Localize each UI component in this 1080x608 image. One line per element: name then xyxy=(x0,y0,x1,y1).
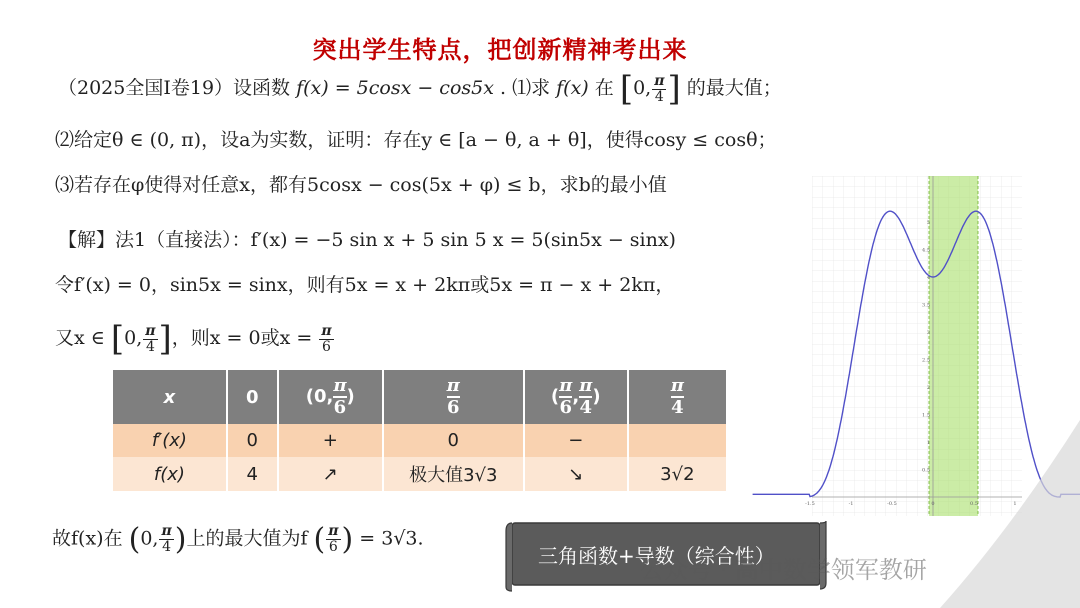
table-cell xyxy=(628,424,727,457)
topic-banner-label: 三角函数+导数（综合性） xyxy=(538,544,775,568)
x-tick-label: -1.5 xyxy=(805,501,815,507)
y-tick-label: 1.5 xyxy=(922,412,930,419)
header-cell-pi4: $\frac{\pi}{4}$ xyxy=(628,370,727,424)
function-definition: f(x) = 5cosx − cos5x xyxy=(296,77,494,99)
x-tick-label: 0.5 xyxy=(970,501,978,507)
monotonicity-table xyxy=(113,370,728,491)
pi-over-6-fraction: $\frac{\pi}{6}$ xyxy=(321,322,332,355)
solution-critical-points: 令f′(x) = 0，sin5x = sinx，则有5x = x + 2kπ或5x = π − x + 2kπ， xyxy=(55,274,675,296)
y-tick-label: 3.5 xyxy=(922,302,930,309)
problem-part3: ⑶若存在φ使得对任意x，都有5cosx − cos(5x + φ) ≤ b，求b的最小值 xyxy=(55,174,667,196)
y-tick-label: 2.5 xyxy=(922,357,930,364)
watermark-text: 公众号 · 高中数学领军教研 xyxy=(640,556,927,584)
table-row-derivative xyxy=(113,424,727,457)
pi-over-4-fraction: $\frac{\pi}{4}$ xyxy=(145,322,156,355)
header-cell-interval1: (0, $\frac{\pi}{6}$ ) xyxy=(278,370,383,424)
row-label: f(x) xyxy=(113,457,227,491)
decreasing-arrow-icon: ↘ xyxy=(524,457,628,491)
part1-suffix: 的最大值； xyxy=(686,77,782,99)
y-tick-label: 2 xyxy=(926,385,930,391)
table-row-function xyxy=(113,457,727,491)
table-cell: 极大值3√3 xyxy=(383,457,524,491)
row-label: f′(x) xyxy=(113,424,227,457)
header-cell-pi6: $\frac{\pi}{6}$ xyxy=(383,370,524,424)
interval-bracket: [ xyxy=(619,69,634,109)
x-tick-label: 1 xyxy=(1013,501,1017,507)
table-cell: 0 xyxy=(383,424,524,457)
part1-prefix: . ⑴求 xyxy=(499,77,551,99)
y-tick-label: 5 xyxy=(926,220,930,226)
problem-part2: ⑵给定θ ∈ (0, π)，设a为实数，证明：存在y ∈ [a − θ, a + θ]，使得cosy ≤ cosθ； xyxy=(55,129,777,151)
solution-interval-line: 又x ∈ [0, $\frac{\pi}{4}$ ]，则x = 0或x = $\frac{\pi}{6}$ xyxy=(55,319,332,359)
header-cell-interval2: ( $\frac{\pi}{6}$ , $\frac{\pi}{4}$ ) xyxy=(524,370,628,424)
table-cell: 4 xyxy=(227,457,278,491)
y-tick-label: 0.5 xyxy=(922,467,930,474)
x-tick-label: -1 xyxy=(848,501,854,507)
x-tick-label: 0 xyxy=(931,501,935,507)
interval-zero: 0, xyxy=(633,77,652,99)
increasing-arrow-icon: ↗ xyxy=(278,457,383,491)
table-header-row xyxy=(113,370,727,424)
pi-over-6-fraction: $\frac{\pi}{6}$ xyxy=(328,523,339,555)
header-cell-x: x xyxy=(113,370,227,424)
part1-mid: 在 xyxy=(594,77,614,99)
table-cell: 3√2 xyxy=(628,457,727,491)
table-cell: − xyxy=(524,424,628,457)
y-tick-label: 3 xyxy=(926,330,930,336)
table-cell: 0 xyxy=(227,424,278,457)
problem-statement-line1: （2025全国I卷19）设函数 f(x) = 5cosx − cos5x . ⑴求 f(x) 在 [0, $\frac{\pi}{4}$ ] 的最大值； xyxy=(58,69,782,109)
slide-title: 突出学生特点，把创新精神考出来 xyxy=(312,36,688,64)
conclusion-line: 故f(x)在 (0, $\frac{\pi}{4}$ )上的最大值为f ( $\frac{\pi}{6}$ ) = 3√3. xyxy=(52,522,424,557)
y-tick-label: 4.5 xyxy=(922,247,930,254)
y-tick-label: 4 xyxy=(926,275,930,281)
part1-function: f(x) xyxy=(556,77,589,99)
x-tick-label: -0.5 xyxy=(887,501,897,507)
y-tick-label: 1 xyxy=(926,440,930,446)
pi-over-4-fraction: $\frac{\pi}{4}$ xyxy=(161,523,172,555)
problem-source: （2025全国I卷19）设函数 xyxy=(58,77,291,99)
header-cell-0: 0 xyxy=(227,370,278,424)
solution-derivative: 【解】法1（直接法）：f′(x) = −5 sin x + 5 sin 5 x = 5(sin5x − sinx) xyxy=(58,229,676,251)
pi-over-4-fraction: $\frac{\pi}{4}$ xyxy=(654,72,665,105)
table-cell: + xyxy=(278,424,383,457)
